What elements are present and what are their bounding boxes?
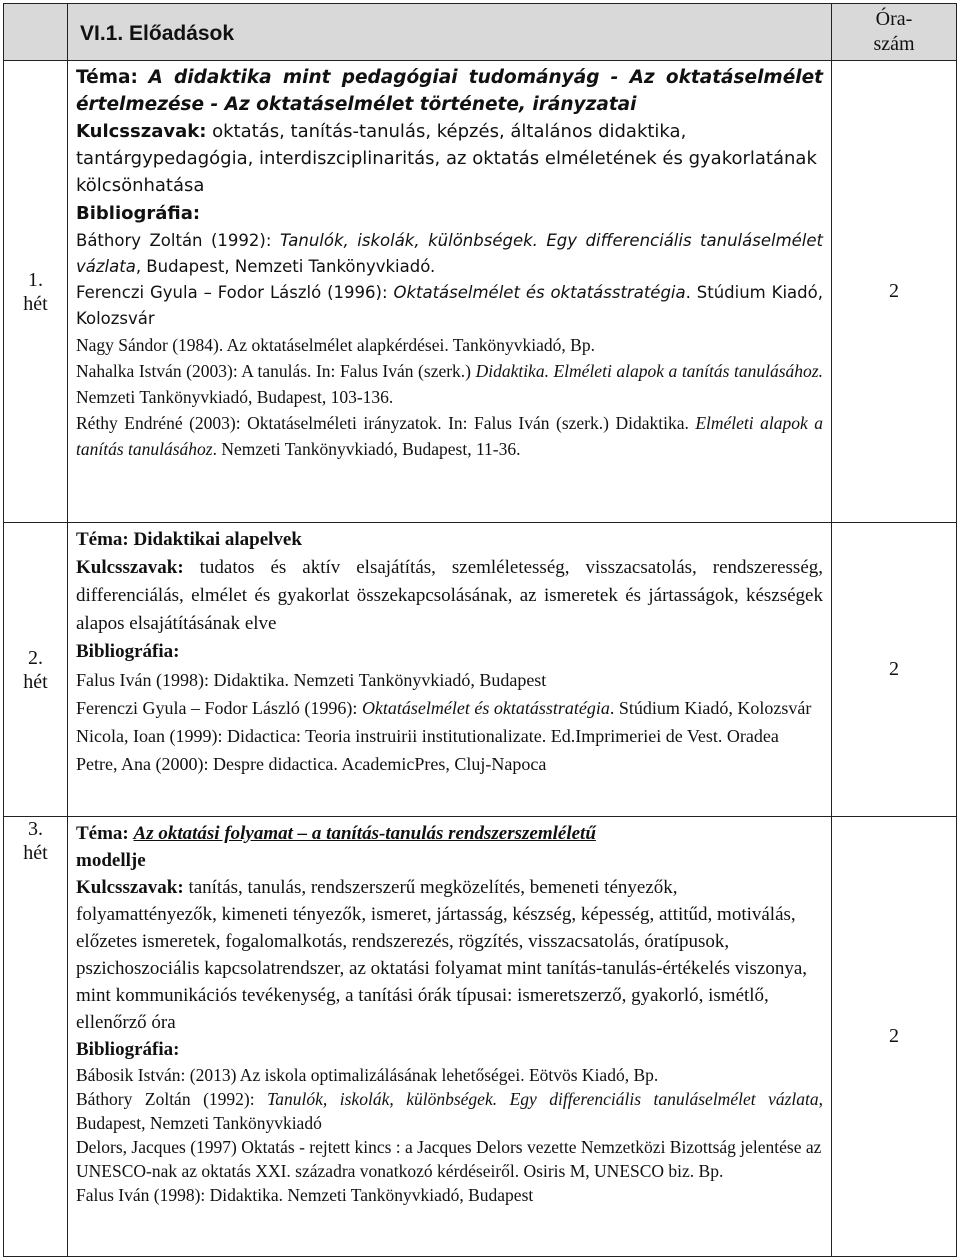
week-word: hét bbox=[23, 842, 48, 864]
table-row bbox=[4, 523, 957, 817]
topic-tail: modellje bbox=[76, 850, 146, 871]
topic-label: Téma: bbox=[76, 823, 129, 844]
topic-line bbox=[76, 820, 823, 874]
reference-item: Báthory Zoltán (1992): Tanulók, iskolák, különbségek. Egy differenciális tanuláselmélet vázlata, Budapest, Nemzeti Tankönyvkiadó. bbox=[76, 231, 824, 276]
topic-text: Az oktatási folyamat – a tanítás-tanulás rendszerszemléletű bbox=[133, 823, 596, 844]
bibliography-list-serif bbox=[76, 332, 823, 462]
reference-item: Falus Iván (1998): Didaktika. Nemzeti Tankönyvkiadó, Budapest bbox=[76, 670, 547, 690]
topic-line bbox=[76, 64, 823, 118]
week-word: hét bbox=[23, 670, 48, 693]
header-week-cell bbox=[4, 4, 68, 61]
week-cell bbox=[4, 61, 68, 523]
keywords-line bbox=[76, 118, 823, 199]
week-number: 1. bbox=[28, 268, 43, 291]
keywords-text: tudatos és aktív elsajátítás, szemléletesség, visszacsatolás, rendszeresség, differenciálás, elmélet és gyakorlat összekapcsolásának, az ismeretek és jártasságok, készségek alapos elsajátításának elve bbox=[76, 557, 824, 634]
reference-item: Ferenczi Gyula – Fodor László (1996): Oktatáselmélet és oktatásstratégia. Stúdium Kiadó, Kolozsvár bbox=[76, 283, 823, 328]
bibliography-list bbox=[76, 666, 823, 778]
week-number: 3. bbox=[28, 818, 43, 840]
bibliography-list bbox=[76, 228, 823, 332]
bibliography-list bbox=[76, 1063, 823, 1207]
hours-label-line2: szám bbox=[873, 33, 915, 55]
topic-line bbox=[76, 526, 823, 554]
bibliography-label: Bibliográfia: bbox=[76, 1039, 180, 1060]
hours-cell: 2 bbox=[832, 61, 957, 523]
hours-cell: 2 bbox=[832, 523, 957, 817]
topic-text: Didaktikai alapelvek bbox=[133, 529, 302, 550]
reference-item: Petre, Ana (2000): Despre didactica. AcademicPres, Cluj-Napoca bbox=[76, 754, 547, 774]
header-hours-cell bbox=[832, 4, 957, 61]
keywords-line bbox=[76, 554, 823, 638]
header-row bbox=[4, 4, 957, 61]
section-title: VI.1. Előadások bbox=[68, 4, 832, 61]
week-cell bbox=[4, 523, 68, 817]
topic-text: A didaktika mint pedagógiai tudományág - Az oktatáselmélet értelmezése - Az oktatáselmélet története, irányzatai bbox=[76, 67, 823, 115]
table-row bbox=[4, 61, 957, 523]
reference-item: Bábosik István: (2013) Az iskola optimalizálásának lehetőségei. Eötvös Kiadó, Bp. bbox=[76, 1065, 659, 1085]
topic-label: Téma: bbox=[76, 67, 138, 88]
keywords-label: Kulcsszavak: bbox=[76, 121, 207, 142]
hours-label-line1: Óra- bbox=[875, 8, 913, 30]
hours-cell: 2 bbox=[832, 817, 957, 1257]
week-word: hét bbox=[23, 292, 48, 315]
bibliography-label: Bibliográfia: bbox=[76, 203, 201, 224]
reference-item: Nahalka István (2003): A tanulás. In: Falus Iván (szerk.) Didaktika. Elméleti alapok a tanítás tanulásához. Nemzeti Tankönyvkiadó, Budapest, 103-136. bbox=[76, 361, 823, 407]
reference-item: Réthy Endréné (2003): Oktatáselméleti irányzatok. In: Falus Iván (szerk.) Didaktika. Elméleti alapok a tanítás tanulásához. Nemzeti Tankönyvkiadó, Budapest, 11-36. bbox=[76, 413, 824, 459]
week-cell bbox=[4, 817, 68, 1257]
lecture-content bbox=[68, 61, 832, 523]
topic-label: Téma: bbox=[76, 529, 129, 550]
reference-item: Ferenczi Gyula – Fodor László (1996): Oktatáselmélet és oktatásstratégia. Stúdium Kiadó, Kolozsvár bbox=[76, 698, 812, 718]
reference-item: Nagy Sándor (1984). Az oktatáselmélet alapkérdései. Tankönyvkiadó, Bp. bbox=[76, 335, 595, 355]
lecture-content bbox=[68, 523, 832, 817]
week-number: 2. bbox=[28, 646, 43, 669]
reference-item: Nicola, Ioan (1999): Didactica: Teoria instruirii institutionalizate. Ed.Imprimeriei de Vest. Oradea bbox=[76, 726, 779, 746]
bibliography-label: Bibliográfia: bbox=[76, 641, 180, 662]
keywords-label: Kulcsszavak: bbox=[76, 557, 184, 578]
keywords-label: Kulcsszavak: bbox=[76, 877, 184, 898]
lectures-table bbox=[3, 3, 957, 1257]
reference-item: Delors, Jacques (1997) Oktatás - rejtett kincs : a Jacques Delors vezette Nemzetközi Bizottság jelentése az UNESCO-nak az oktatás XXI. századra vonatkozó kérdéseiről. Osiris M, UNESCO biz. Bp. bbox=[76, 1137, 822, 1181]
keywords-text: tanítás, tanulás, rendszerszerű megközelítés, bemeneti tényezők, folyamattényezők, kimeneti tényezők, ismeret, jártasság, készség, képesség, attitűd, motiválás, előzetes ismeretek, fogalomalkotás, rendszerezés, rögzítés, visszacsatolás, óratípusok, pszichoszociális kapcsolatrendszer, az oktatási folyamat mint tanítás-tanulás-értékelés viszonya, mint kommunikációs tevékenység, a tanítási órák típusai: ismeretszerző, gyakorló, ismétlő, ellenőrző óra bbox=[76, 877, 807, 1033]
reference-item: Báthory Zoltán (1992): Tanulók, iskolák, különbségek. Egy differenciális tanuláselmélet vázlata, Budapest, Nemzeti Tankönyvkiadó bbox=[76, 1089, 824, 1133]
reference-item: Falus Iván (1998): Didaktika. Nemzeti Tankönyvkiadó, Budapest bbox=[76, 1185, 534, 1205]
table-row bbox=[4, 817, 957, 1257]
keywords-line bbox=[76, 874, 823, 1036]
lecture-content bbox=[68, 817, 832, 1257]
keywords-text: oktatás, tanítás-tanulás, képzés, általános didaktika, tantárgypedagógia, interdiszciplinaritás, az oktatás elméletének és gyakorlatának kölcsönhatása bbox=[76, 121, 817, 196]
